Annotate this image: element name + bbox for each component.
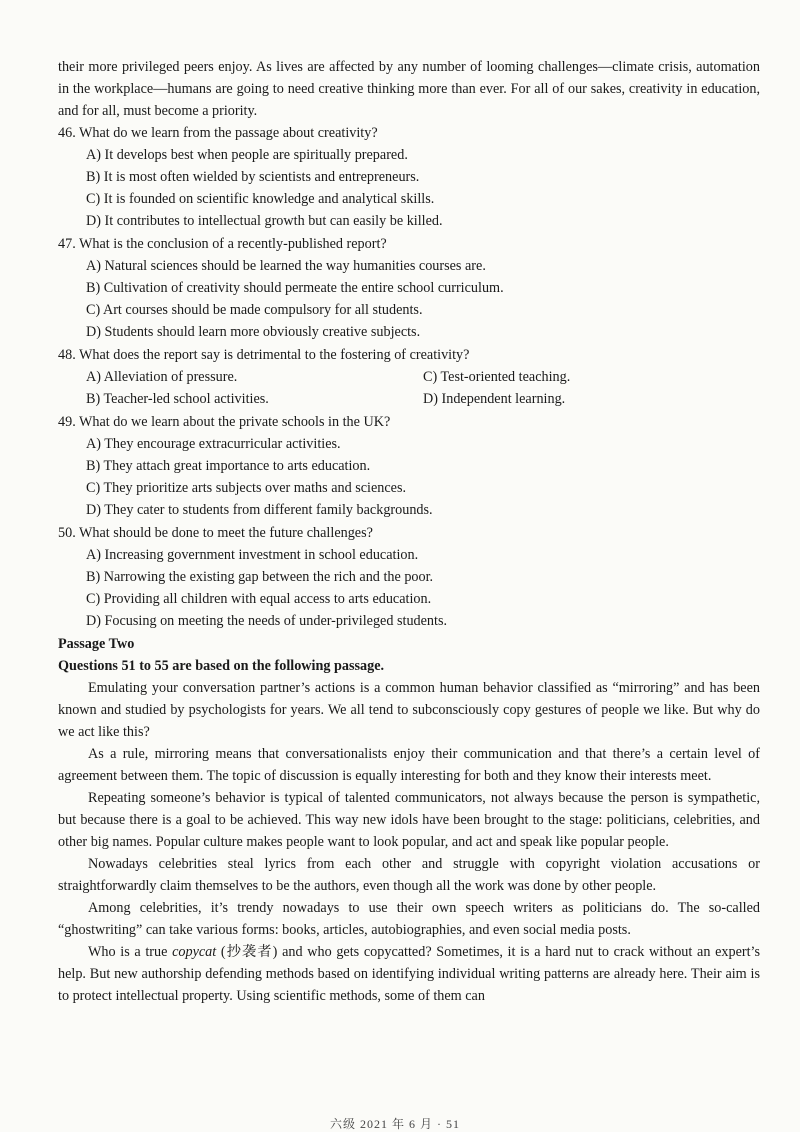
option-c[interactable]: C) They prioritize arts subjects over maths and sciences. (86, 480, 407, 496)
passage-paragraph: As a rule, mirroring means that conversationalists enjoy their communication and that there’s a certain level of agreement between them. The topic of discussion is equally interesting for both and they know their interests meet. (58, 746, 760, 784)
option-row (86, 388, 760, 410)
option-d[interactable]: D) Students should learn more obviously creative subjects. (86, 324, 421, 340)
question-stem: 49. What do we learn about the private schools in the UK? (58, 414, 391, 430)
option-b[interactable]: B) Cultivation of creativity should permeate the entire school curriculum. (86, 280, 504, 296)
option-b[interactable]: B) Narrowing the existing gap between the rich and the poor. (86, 569, 434, 585)
question-50 (58, 522, 760, 632)
option-c[interactable]: C) Art courses should be made compulsory for all students. (86, 302, 423, 318)
option-d[interactable]: D) It contributes to intellectual growth but can easily be killed. (86, 213, 443, 229)
question-stem: 48. What does the report say is detrimental to the fostering of creativity? (58, 347, 470, 363)
option-b[interactable]: B) They attach great importance to arts education. (86, 458, 371, 474)
option-b[interactable]: B) Teacher-led school activities. (86, 391, 269, 407)
option-a[interactable]: A) It develops best when people are spiritually prepared. (86, 147, 408, 163)
intro-paragraph: their more privileged peers enjoy. As lives are affected by any number of looming challenges—climate crisis, automation in the workplace—humans are going to need creative thinking more than ever. For all of our sakes, creativity in education, and for all, must become a priority. (58, 59, 760, 119)
question-47 (58, 233, 760, 343)
passage-paragraph: Among celebrities, it’s trendy nowadays to use their own speech writers as politicians do. The so-called “ghostwriting” can take various forms: books, articles, autobiographies, and even social media posts. (58, 900, 760, 938)
page-footer: 六级 2021 年 6 月 · 51 (330, 1117, 460, 1131)
passage-paragraph: Emulating your conversation partner’s actions is a common human behavior classified as “mirroring” and has been known and studied by psychologists for years. We all tend to subconsciously copy gestures of people we like. But why do we act like this? (58, 680, 760, 740)
intro-block (58, 56, 760, 122)
option-b[interactable]: B) It is most often wielded by scientists and entrepreneurs. (86, 169, 420, 185)
option-c[interactable]: C) It is founded on scientific knowledge and analytical skills. (86, 191, 435, 207)
option-d[interactable]: D) Focusing on meeting the needs of under-privileged students. (86, 613, 448, 629)
option-a[interactable]: A) Natural sciences should be learned the way humanities courses are. (86, 258, 486, 274)
option-d[interactable]: D) They cater to students from different family backgrounds. (86, 502, 433, 518)
question-49 (58, 411, 760, 521)
paragraph-text: (抄袭者) and who gets copycatted? Sometimes, it is a hard nut to crack without an expert’s help. But new authorship defending methods based on identifying individual writing patterns are already here. Their aim is to protect intellectual property. Using scientific methods, some of them can (58, 944, 760, 1004)
option-a[interactable]: A) Increasing government investment in school education. (86, 547, 419, 563)
option-c[interactable]: C) Test-oriented teaching. (423, 369, 571, 385)
question-stem: 46. What do we learn from the passage about creativity? (58, 125, 378, 141)
question-stem: 50. What should be done to meet the future challenges? (58, 525, 373, 541)
question-stem: 47. What is the conclusion of a recently-published report? (58, 236, 387, 252)
option-c[interactable]: C) Providing all children with equal access to arts education. (86, 591, 432, 607)
passage-paragraph: Repeating someone’s behavior is typical of talented communicators, not always because the person is sympathetic, but because there is a goal to be achieved. This way new idols have been brought to the stage: politicians, celebrities, and other big names. Popular culture makes people want to look popular, and act and speak like popular people. (58, 790, 760, 850)
passage-paragraph: Nowadays celebrities steal lyrics from each other and struggle with copyright violation accusations or straightforwardly claim themselves to be the authors, even though all the work was done by other people. (58, 856, 760, 894)
option-row (86, 366, 760, 388)
passage-two (58, 633, 760, 1007)
question-46 (58, 122, 760, 232)
option-a[interactable]: A) They encourage extracurricular activities. (86, 436, 341, 452)
question-48 (58, 344, 760, 410)
passage-paragraph-last (58, 941, 760, 1007)
option-a[interactable]: A) Alleviation of pressure. (86, 369, 238, 385)
passage-heading: Passage Two (58, 636, 135, 652)
italic-word: copycat (172, 944, 217, 960)
paragraph-text: Who is a true (88, 944, 173, 960)
option-d[interactable]: D) Independent learning. (423, 391, 566, 407)
passage-instruction: Questions 51 to 55 are based on the following passage. (58, 658, 385, 674)
